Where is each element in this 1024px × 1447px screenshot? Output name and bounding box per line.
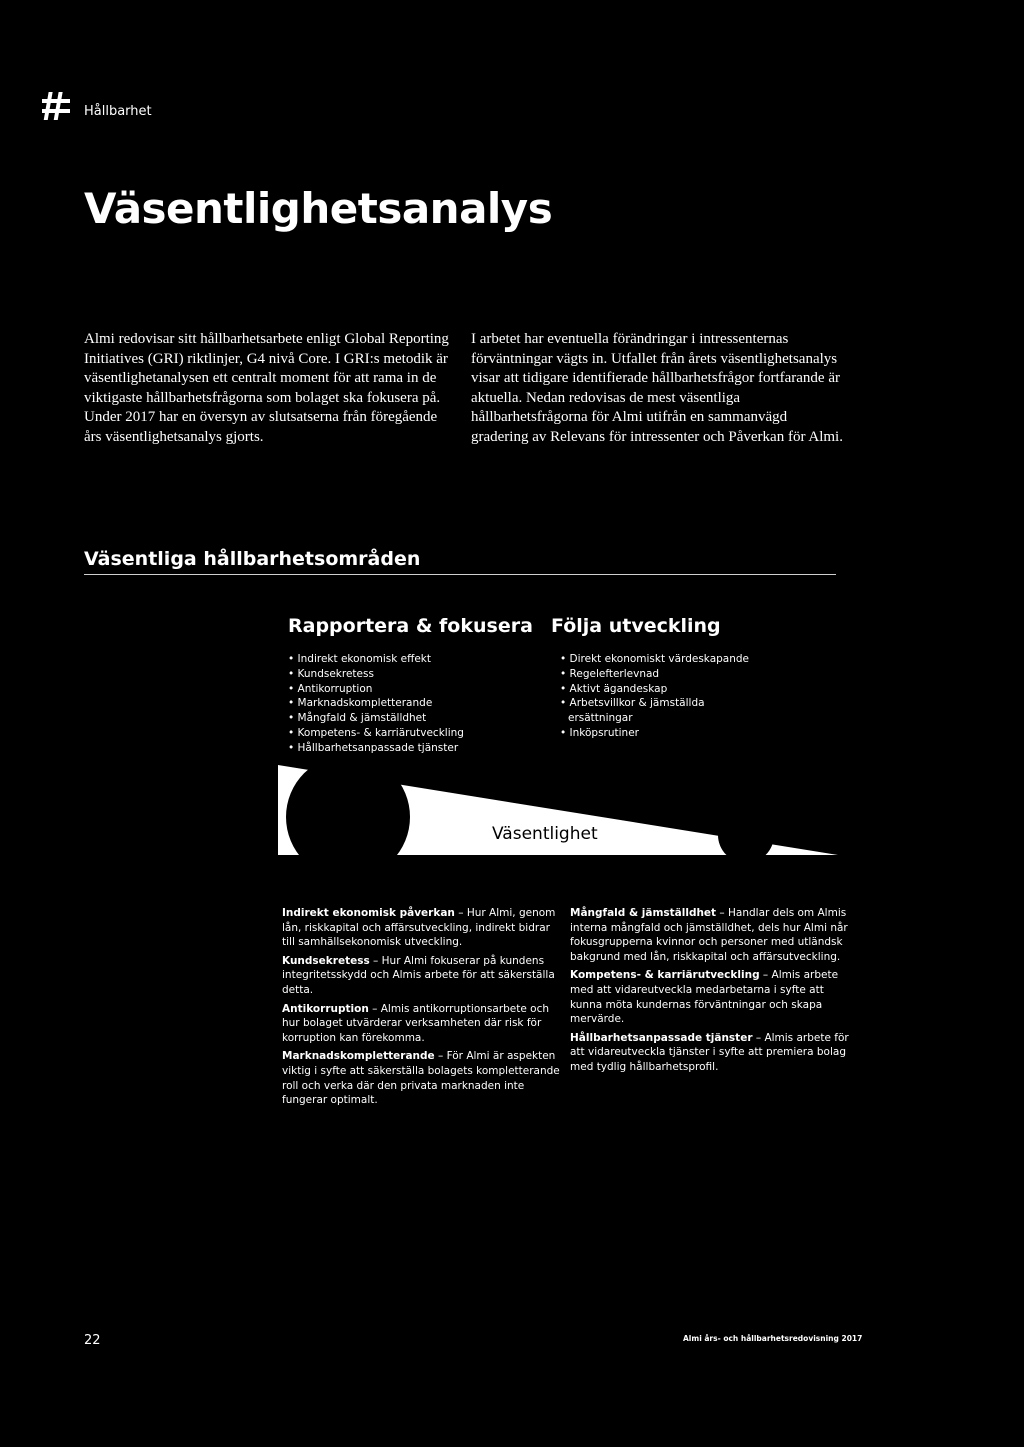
- list-item: • Regelefterlevnad: [560, 667, 770, 682]
- heading-folja: Följa utveckling: [551, 615, 721, 637]
- definition-item: [282, 906, 562, 950]
- folja-list: [560, 652, 770, 741]
- list-item: • Indirekt ekonomisk effekt: [288, 652, 518, 667]
- definition-text: – För Almi är aspekten viktig i syfte att säkerställa bolagets kompletterande roll och verka där den privata marknaden inte fungerar optimalt.: [282, 1050, 560, 1107]
- page-title: Väsentlighetsanalys: [84, 184, 553, 233]
- list-item: • Arbetsvillkor & jämställda ersättningar: [560, 696, 770, 726]
- list-item: • Inköpsrutiner: [560, 726, 770, 741]
- definition-item: [282, 954, 562, 998]
- definition-text: – Almis arbete för att vidareutveckla tjänster i syfte att premiera bolag med tydlig hållbarhetsprofil.: [570, 1031, 849, 1073]
- list-item: • Mångfald & jämställdhet: [288, 711, 518, 726]
- definitions-left: [282, 906, 562, 1112]
- publication-footer: Almi års- och hållbarhetsredovisning 2017: [683, 1334, 863, 1343]
- rapportera-list: [288, 652, 518, 756]
- intro-left: Almi redovisar sitt hållbarhetsarbete enligt Global Reporting Initiatives (GRI) riktlinjer, G4 nivå Core. I GRI:s metodik är väsentlighetanalysen ett centralt moment för att rama in de viktigaste hållbarhetsfrågorna som bolaget ska fokusera på. Under 2017 har en översyn av slutsatserna från föregående års väsentlighetsanalys gjorts.: [84, 331, 449, 445]
- list-item: • Direkt ekonomiskt värdeskapande: [560, 652, 770, 667]
- definition-term: Kompetens- & karriärutveckling: [570, 969, 760, 982]
- list-item: • Kompetens- & karriärutveckling: [288, 726, 518, 741]
- page-number: 22: [84, 1333, 101, 1348]
- definition-item: [570, 906, 850, 964]
- almi-hashtag-logo-icon: [40, 90, 72, 122]
- definition-item: [570, 968, 850, 1026]
- definition-item: [570, 1031, 850, 1075]
- heading-rapportera: Rapportera & fokusera: [288, 615, 533, 637]
- definition-term: Antikorruption: [282, 1002, 369, 1015]
- definition-term: Marknadskompletterande: [282, 1050, 435, 1063]
- definition-text: – Almis arbete med att vidareutveckla medarbetarna i syfte att kunna möta kundernas förväntningar och skapa mervärde.: [570, 969, 839, 1026]
- materiality-scale-graphic: [278, 765, 838, 860]
- areas-title: Väsentliga hållbarhetsområden: [84, 548, 421, 570]
- list-item: • Marknadskompletterande: [288, 696, 518, 711]
- definitions-right: [570, 906, 850, 1079]
- definition-text: – Hur Almi fokuserar på kundens integritetsskydd och Almis arbete för att säkerställa detta.: [282, 954, 555, 996]
- definition-item: [282, 1002, 562, 1046]
- definition-term: Hållbarhetsanpassade tjänster: [570, 1031, 753, 1044]
- definition-item: [282, 1049, 562, 1107]
- divider: [84, 574, 836, 575]
- definition-text: – Almis antikorruptionsarbete och hur bolaget utvärderar verksamheten där risk för korruption kan förekomma.: [282, 1002, 550, 1044]
- list-item: • Antikorruption: [288, 682, 518, 697]
- definition-term: Mångfald & jämställdhet: [570, 907, 717, 919]
- definition-term: Indirekt ekonomisk påverkan: [282, 907, 455, 919]
- definition-text: – Handlar dels om Almis interna mångfald och jämställdhet, dels hur Almi når fokusgrupperna kvinnor och personer med utländsk bakgrund med lån, riskkapital och affärsutveckling.: [570, 907, 848, 963]
- scale-label: Väsentlighet: [492, 824, 598, 844]
- list-item: • Kundsekretess: [288, 667, 518, 682]
- definition-text: – Hur Almi, genom lån, riskkapital och affärsutveckling, indirekt bidrar till samhällsekonomisk utveckling.: [282, 907, 556, 949]
- section-label: Hållbarhet: [84, 104, 152, 119]
- list-item: • Hållbarhetsanpassade tjänster: [288, 741, 518, 756]
- intro-right: I arbetet har eventuella förändringar i intressenternas förväntningar vägts in. Utfallet från årets väsentlighetsanalys visar att tidigare identifierade hållbarhetsfrågor fortfarande är aktuella. Nedan redovisas de mest väsentliga hållbarhetsfrågorna för Almi utifrån en sammanvägd gradering av Relevans för intressenter och Påverkan för Almi.: [471, 331, 843, 445]
- definition-term: Kundsekretess: [282, 954, 370, 967]
- list-item: • Aktivt ägandeskap: [560, 682, 770, 697]
